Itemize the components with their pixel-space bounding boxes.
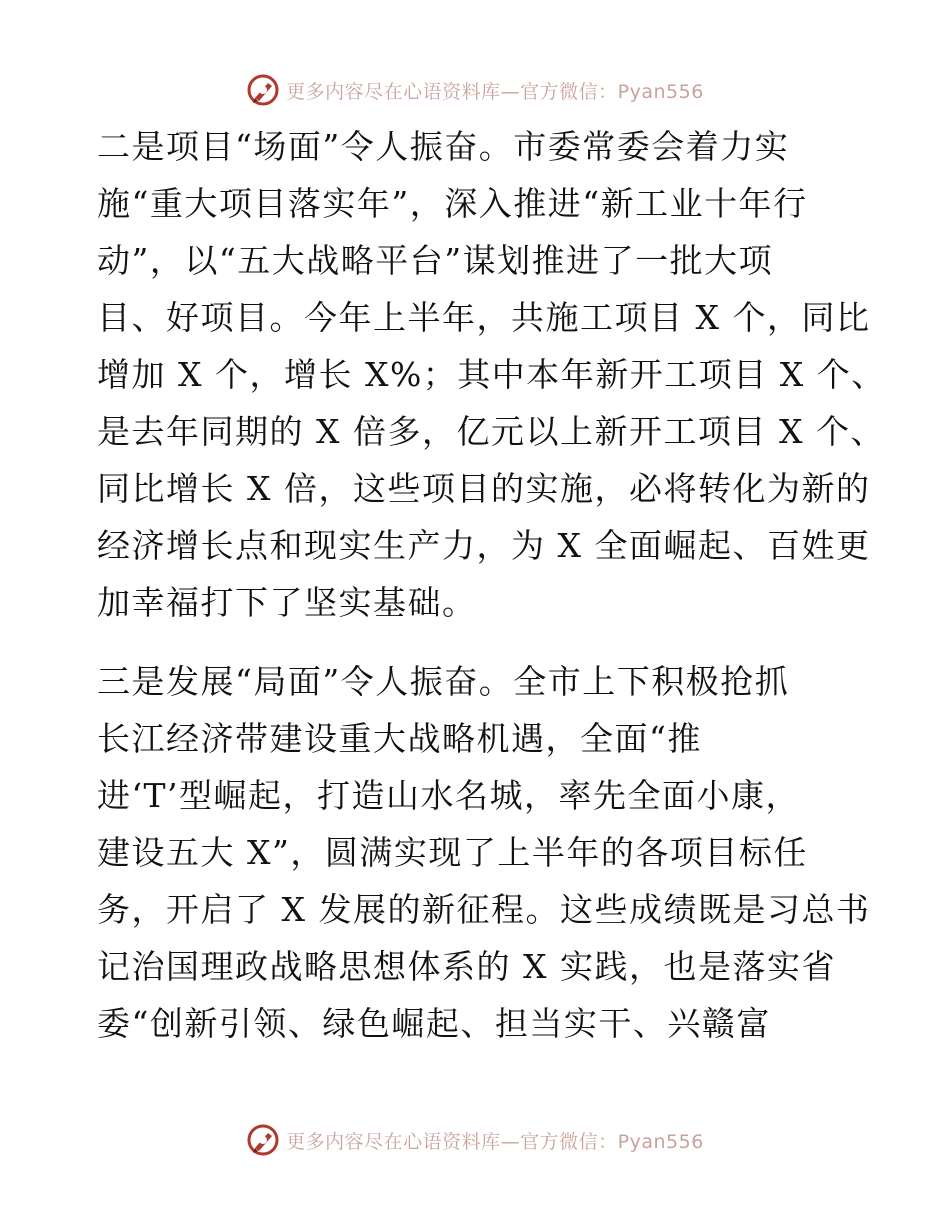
footer-banner [0, 1120, 950, 1160]
text-line: 施“重大项目落实年”，深入推进“新工业十年行 [97, 184, 808, 223]
pen-logo-icon [246, 1123, 280, 1157]
banner-text: 更多内容尽在心语资料库—官方微信：Pyan556 [286, 80, 704, 103]
text-line: 记治国理政战略思想体系的 X 实践，也是落实省 [97, 947, 836, 986]
document-body [97, 118, 886, 1052]
text-line: 增加 X 个，增长 X%；其中本年新开工项目 X 个、 [97, 355, 886, 394]
text-line: 同比增长 X 倍，这些项目的实施，必将转化为新的 [97, 469, 871, 508]
paragraph-2 [97, 653, 871, 1052]
header-banner [0, 70, 950, 110]
text-line: 委“创新引领、绿色崛起、担当实干、兴赣富 [97, 1004, 771, 1043]
text-line: 二是项目“场面”令人振奋。市委常委会着力实 [97, 127, 790, 166]
text-line: 务，开启了 X 发展的新征程。这些成绩既是习总书 [97, 890, 871, 929]
text-line: 建设五大 X”，圆满实现了上半年的各项目标任 [97, 833, 808, 872]
pen-logo-icon [246, 73, 280, 107]
paragraph-spacer [97, 631, 857, 653]
text-line: 是去年同期的 X 倍多，亿元以上新开工项目 X 个、 [97, 412, 885, 451]
text-line: 动”，以“五大战略平台”谋划推进了一批大项 [97, 241, 774, 280]
text-line: 进‘T’型崛起，打造山水名城，率先全面小康， [97, 776, 800, 815]
text-line: 长江经济带建设重大战略机遇，全面“推 [97, 719, 702, 758]
paragraph-1 [97, 118, 886, 631]
text-line: 经济增长点和现实生产力，为 X 全面崛起、百姓更 [97, 526, 871, 565]
banner-text: 更多内容尽在心语资料库—官方微信：Pyan556 [286, 1130, 704, 1153]
text-line: 加幸福打下了坚实基础。 [97, 583, 477, 622]
text-line: 三是发展“局面”令人振奋。全市上下积极抢抓 [97, 662, 790, 701]
text-line: 目、好项目。今年上半年，共施工项目 X 个，同比 [97, 298, 871, 337]
